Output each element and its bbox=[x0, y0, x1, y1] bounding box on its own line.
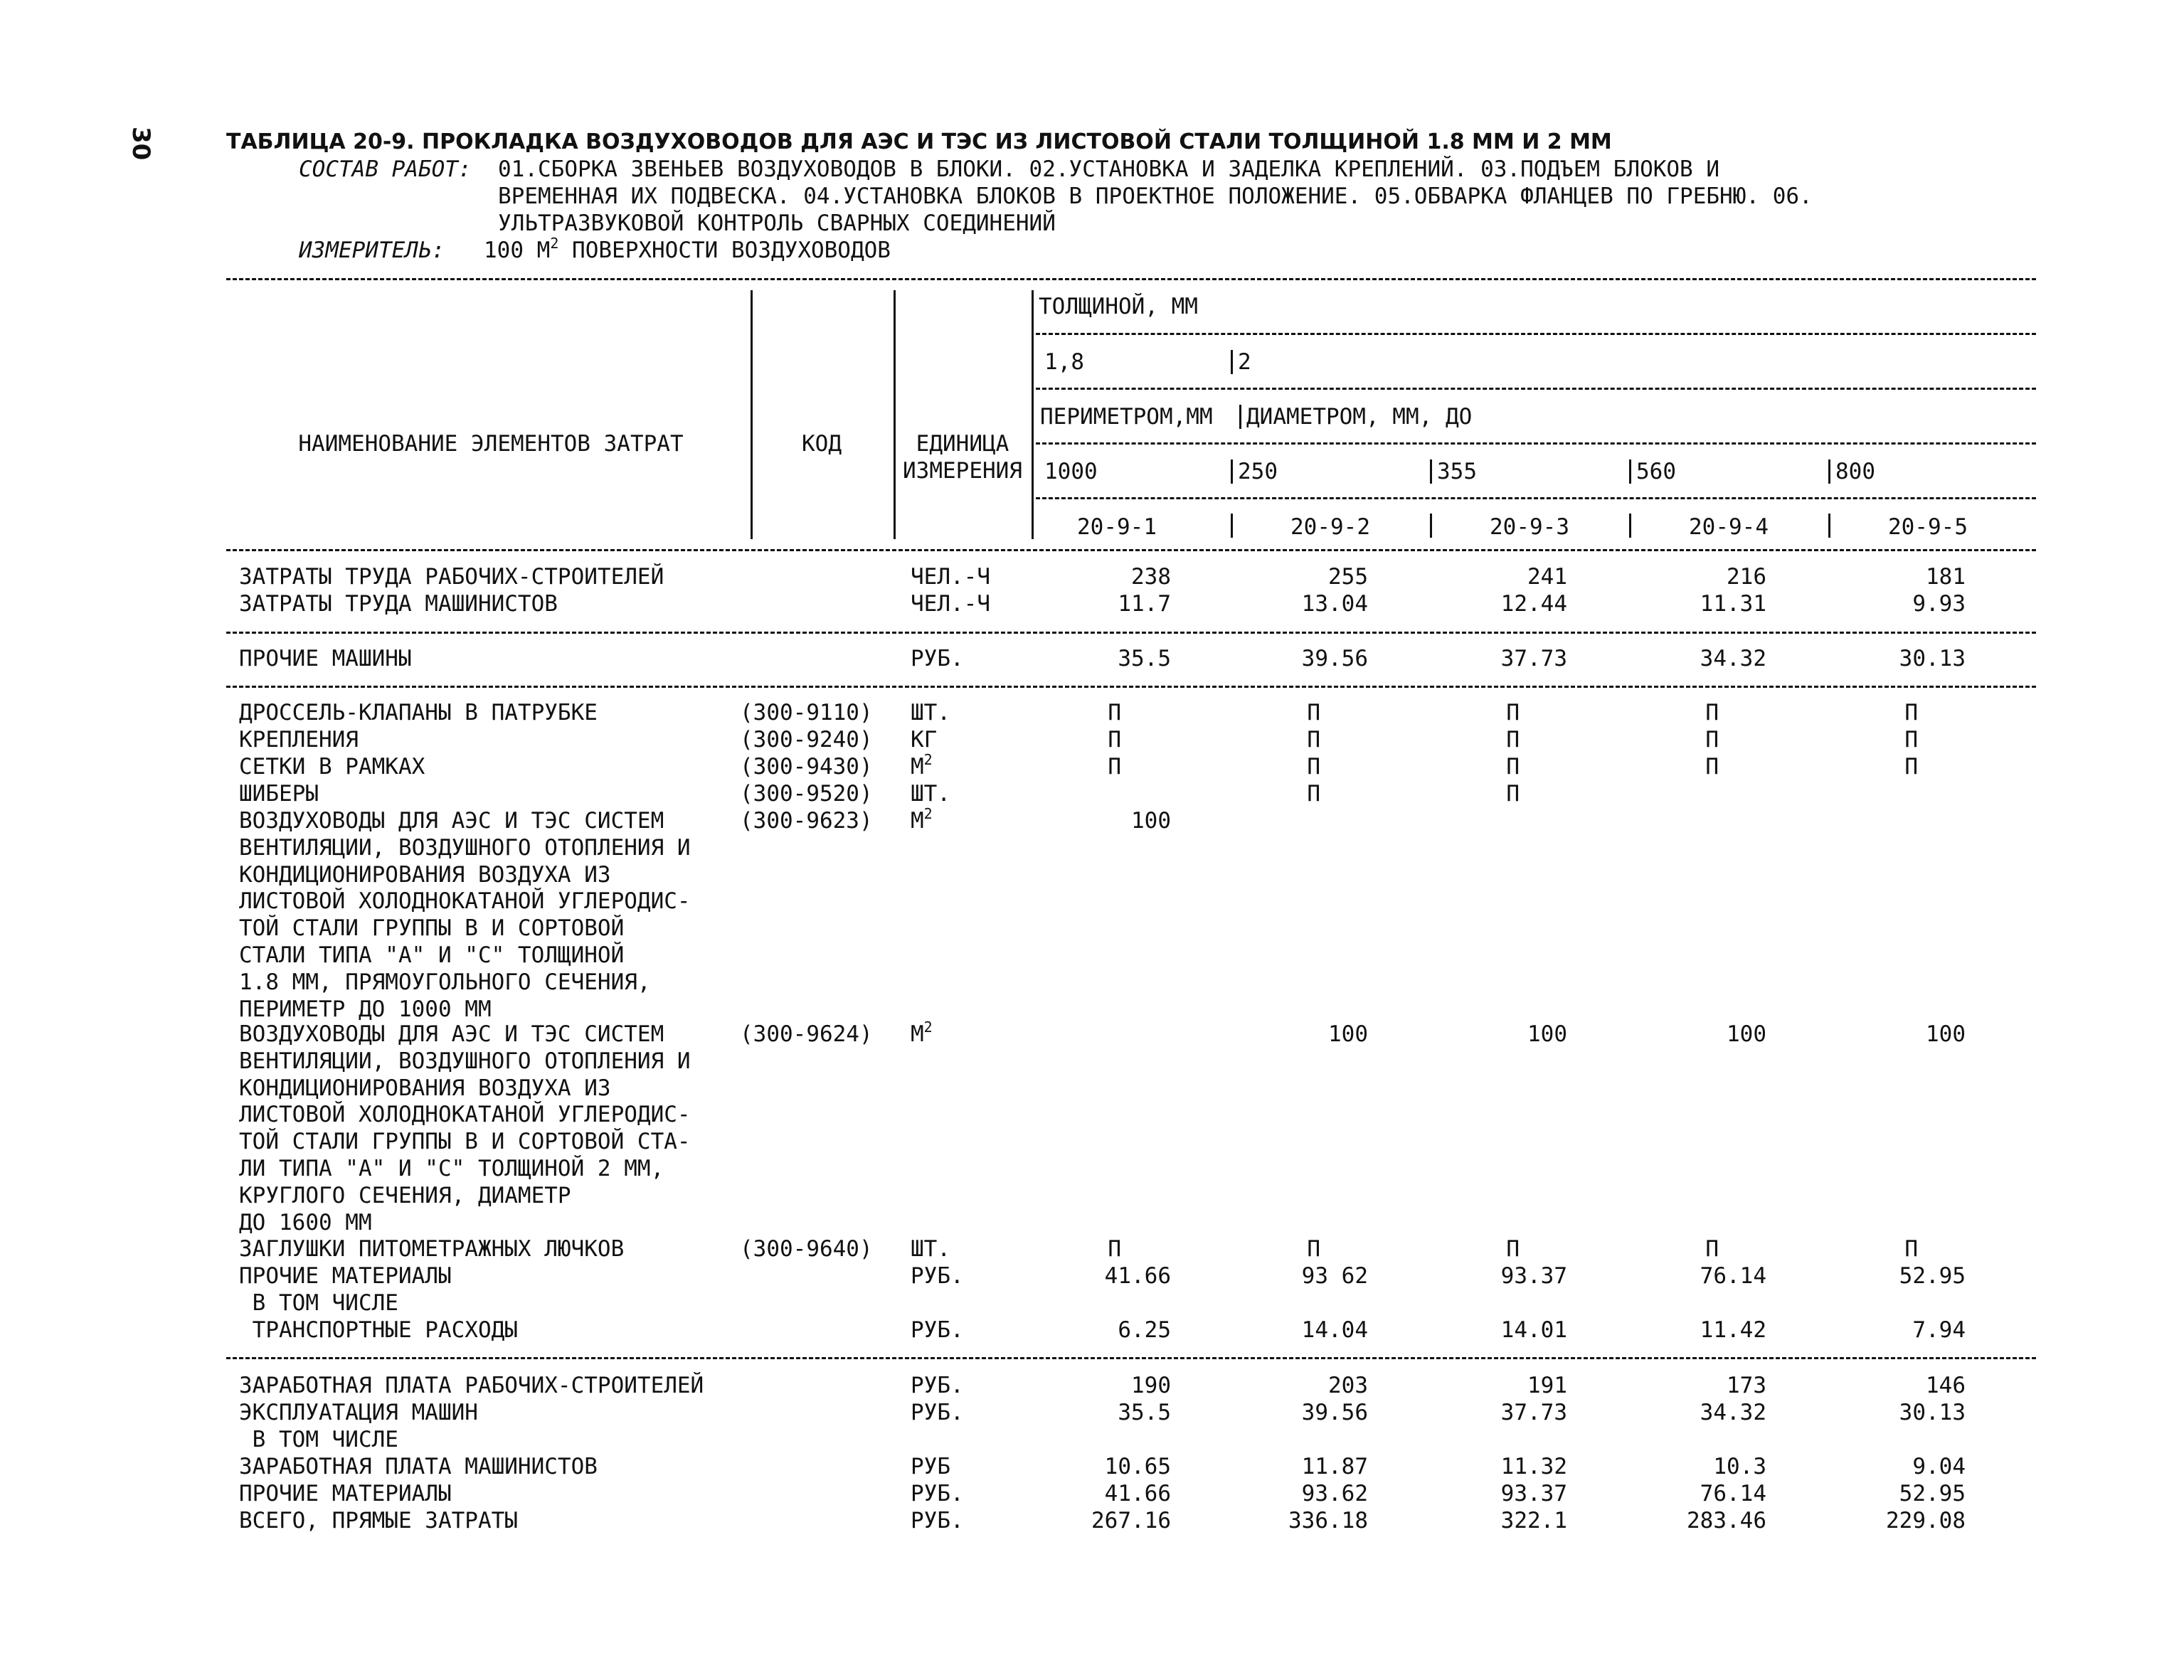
row-value: 76.14 bbox=[1700, 1481, 1766, 1506]
row-value: 34.32 bbox=[1700, 1400, 1766, 1425]
row-value: П bbox=[1904, 754, 1918, 780]
row-label: ВЕНТИЛЯЦИИ, ВОЗДУШНОГО ОТОПЛЕНИЯ И bbox=[239, 1048, 691, 1074]
row-label: ШИБЕРЫ bbox=[239, 781, 319, 807]
col-separator bbox=[1032, 290, 1034, 539]
row-value: П bbox=[1705, 727, 1719, 753]
row-label: КРУГЛОГО СЕЧЕНИЯ, ДИАМЕТР bbox=[239, 1182, 571, 1208]
row-unit: РУБ. bbox=[911, 1481, 964, 1506]
row-value: П bbox=[1705, 1236, 1719, 1262]
composition-line: 01.СБОРКА ЗВЕНЬЕВ ВОЗДУХОВОДОВ В БЛОКИ. 02.УСТАНОВКА И ЗАДЕЛКА КРЕПЛЕНИЙ. 03.ПОДЪЕМ БЛОКОВ И bbox=[498, 156, 1720, 182]
row-label: ВСЕГО, ПРЯМЫЕ ЗАТРАТЫ bbox=[239, 1508, 518, 1533]
row-value: 11.31 bbox=[1700, 591, 1766, 617]
col-separator bbox=[1430, 459, 1432, 484]
row-label: ВОЗДУХОВОДЫ ДЛЯ АЭС И ТЭС СИСТЕМ bbox=[239, 1021, 664, 1047]
row-value: 216 bbox=[1727, 564, 1766, 590]
row-value: 100 bbox=[1527, 1021, 1567, 1047]
row-label: ПРОЧИЕ МАТЕРИАЛЫ bbox=[239, 1481, 452, 1506]
row-value: П bbox=[1307, 754, 1320, 780]
row-label: ЗАТРАТЫ ТРУДА МАШИНИСТОВ bbox=[239, 591, 558, 617]
row-value: П bbox=[1904, 727, 1918, 753]
row-unit: РУБ bbox=[911, 1454, 950, 1479]
row-value: 100 bbox=[1328, 1021, 1368, 1047]
col-separator bbox=[1629, 514, 1631, 538]
unit-header: ИЗМЕРЕНИЯ bbox=[903, 458, 1022, 484]
row-value: 267.16 bbox=[1091, 1508, 1171, 1533]
row-label: СЕТКИ В РАМКАХ bbox=[239, 754, 425, 780]
rule bbox=[226, 632, 2036, 634]
row-value: 322.1 bbox=[1500, 1508, 1567, 1533]
row-unit: $М^2$ bbox=[911, 1019, 933, 1047]
row-value: 93.62 bbox=[1301, 1481, 1368, 1506]
perimeter-label: ПЕРИМЕТРОМ,ММ bbox=[1040, 404, 1213, 430]
row-value: П bbox=[1108, 754, 1121, 780]
row-unit: РУБ. bbox=[911, 646, 964, 671]
rule bbox=[1036, 497, 2036, 499]
row-label: ЛИСТОВОЙ ХОЛОДНОКАТАНОЙ УГЛЕРОДИС- bbox=[239, 1102, 691, 1128]
diameter-label: ДИАМЕТРОМ, ММ, ДО bbox=[1246, 404, 1473, 430]
rule bbox=[226, 686, 2036, 688]
col-separator bbox=[1239, 405, 1241, 429]
row-value: 229.08 bbox=[1886, 1508, 1966, 1533]
row-value: 6.25 bbox=[1118, 1317, 1171, 1343]
page-number: 30 bbox=[127, 127, 155, 161]
size-label: 250 bbox=[1238, 459, 1278, 484]
row-unit: $М^2$ bbox=[911, 805, 933, 834]
col-separator bbox=[1231, 514, 1233, 538]
row-value: 336.18 bbox=[1288, 1508, 1368, 1533]
row-value: П bbox=[1307, 1236, 1320, 1262]
col-separator bbox=[894, 290, 896, 539]
thickness-1-8: 1,8 bbox=[1044, 349, 1084, 375]
size-label: 800 bbox=[1835, 459, 1875, 484]
row-value: 181 bbox=[1926, 564, 1966, 590]
row-value: 10.3 bbox=[1713, 1454, 1766, 1479]
size-label: 355 bbox=[1437, 459, 1477, 484]
row-unit: РУБ. bbox=[911, 1263, 964, 1289]
col-separator bbox=[1629, 459, 1631, 484]
row-value: П bbox=[1108, 1236, 1121, 1262]
row-value: 35.5 bbox=[1118, 1400, 1171, 1425]
row-unit: ЧЕЛ.-Ч bbox=[911, 564, 990, 590]
row-value: 14.04 bbox=[1301, 1317, 1368, 1343]
row-value: 52.95 bbox=[1899, 1263, 1966, 1289]
row-value: 93 62 bbox=[1301, 1263, 1368, 1289]
row-value: 30.13 bbox=[1899, 1400, 1966, 1425]
row-value: 203 bbox=[1328, 1373, 1368, 1398]
row-value: 11.32 bbox=[1500, 1454, 1567, 1479]
row-value: 39.56 bbox=[1301, 646, 1368, 671]
row-value: 100 bbox=[1926, 1021, 1966, 1047]
column-code: 20-9-3 bbox=[1490, 514, 1569, 540]
column-code: 20-9-1 bbox=[1077, 514, 1157, 540]
row-value: 37.73 bbox=[1500, 1400, 1567, 1425]
row-code: (300-9520) bbox=[740, 781, 873, 807]
row-label: ЭКСПЛУАТАЦИЯ МАШИН bbox=[239, 1400, 478, 1425]
row-unit: ЧЕЛ.-Ч bbox=[911, 591, 990, 617]
row-value: 35.5 bbox=[1118, 646, 1171, 671]
row-label: 1.8 ММ, ПРЯМОУГОЛЬНОГО СЕЧЕНИЯ, bbox=[239, 969, 651, 995]
row-value: П bbox=[1506, 781, 1520, 807]
rule bbox=[1036, 388, 2036, 390]
row-value: П bbox=[1904, 700, 1918, 725]
rule bbox=[1036, 333, 2036, 335]
composition-line: УЛЬТРАЗВУКОВОЙ КОНТРОЛЬ СВАРНЫХ СОЕДИНЕНИЙ bbox=[498, 211, 1056, 236]
row-value: 10.65 bbox=[1104, 1454, 1171, 1479]
row-value: 100 bbox=[1131, 808, 1171, 834]
size-label: 560 bbox=[1636, 459, 1676, 484]
row-value: 173 bbox=[1727, 1373, 1766, 1398]
row-value: 76.14 bbox=[1700, 1263, 1766, 1289]
row-value: П bbox=[1307, 781, 1320, 807]
row-value: 52.95 bbox=[1899, 1481, 1966, 1506]
column-code: 20-9-5 bbox=[1888, 514, 1968, 540]
row-label: КРЕПЛЕНИЯ bbox=[239, 727, 359, 753]
row-label: КОНДИЦИОНИРОВАНИЯ ВОЗДУХА ИЗ bbox=[239, 861, 611, 888]
col-separator bbox=[1828, 514, 1830, 538]
row-value: 191 bbox=[1527, 1373, 1567, 1398]
row-unit: РУБ. bbox=[911, 1373, 964, 1398]
table-title: ТАБЛИЦА 20-9. ПРОКЛАДКА ВОЗДУХОВОДОВ ДЛЯ АЭС И ТЭС ИЗ ЛИСТОВОЙ СТАЛИ ТОЛЩИНОЙ 1.8 ММ И 2 ММ bbox=[226, 129, 1612, 154]
row-value: 11.42 bbox=[1700, 1317, 1766, 1343]
column-code: 20-9-4 bbox=[1689, 514, 1769, 540]
thickness-2: 2 bbox=[1238, 349, 1251, 375]
row-label: ПРОЧИЕ МАШИНЫ bbox=[239, 646, 412, 671]
row-value: П bbox=[1904, 1236, 1918, 1262]
row-label: ПЕРИМЕТР ДО 1000 ММ bbox=[239, 996, 492, 1022]
rule bbox=[226, 278, 2036, 280]
size-label: 1000 bbox=[1044, 459, 1098, 484]
unit-header: ЕДИНИЦА bbox=[916, 431, 1009, 457]
row-value: П bbox=[1108, 700, 1121, 725]
thickness-label: ТОЛЩИНОЙ, ММ bbox=[1039, 294, 1198, 319]
row-label: ЗАГЛУШКИ ПИТОМЕТРАЖНЫХ ЛЮЧКОВ bbox=[239, 1236, 625, 1262]
row-value: 7.94 bbox=[1912, 1317, 1966, 1343]
row-value: П bbox=[1108, 727, 1121, 753]
row-value: П bbox=[1705, 754, 1719, 780]
row-value: П bbox=[1506, 754, 1520, 780]
row-value: 37.73 bbox=[1500, 646, 1567, 671]
row-value: 9.04 bbox=[1912, 1454, 1966, 1479]
row-value: П bbox=[1705, 700, 1719, 725]
row-value: П bbox=[1506, 727, 1520, 753]
row-unit: ШТ. bbox=[911, 1236, 950, 1262]
col-separator bbox=[751, 290, 753, 539]
row-code: (300-9240) bbox=[740, 727, 873, 753]
row-value: П bbox=[1506, 1236, 1520, 1262]
row-unit: ШТ. bbox=[911, 781, 950, 807]
row-value: 100 bbox=[1727, 1021, 1766, 1047]
row-value: П bbox=[1307, 727, 1320, 753]
row-label: ЗАРАБОТНАЯ ПЛАТА РАБОЧИХ-СТРОИТЕЛЕЙ bbox=[239, 1373, 704, 1398]
row-value: П bbox=[1506, 700, 1520, 725]
code-header: КОД bbox=[802, 431, 842, 457]
col-separator bbox=[1430, 514, 1432, 538]
row-label: ЗАРАБОТНАЯ ПЛАТА МАШИНИСТОВ bbox=[239, 1454, 598, 1479]
row-unit: РУБ. bbox=[911, 1400, 964, 1425]
row-value: 146 bbox=[1926, 1373, 1966, 1398]
row-label: ТОЙ СТАЛИ ГРУППЫ В И СОРТОВОЙ bbox=[239, 915, 625, 942]
row-value: П bbox=[1307, 700, 1320, 725]
col-separator bbox=[1231, 350, 1233, 374]
row-value: 283.46 bbox=[1687, 1508, 1766, 1533]
row-label: ВЕНТИЛЯЦИИ, ВОЗДУШНОГО ОТОПЛЕНИЯ И bbox=[239, 834, 691, 861]
row-value: 241 bbox=[1527, 564, 1567, 590]
rule bbox=[1036, 442, 2036, 445]
row-label: ПРОЧИЕ МАТЕРИАЛЫ bbox=[239, 1263, 452, 1289]
row-code: (300-9110) bbox=[740, 700, 873, 725]
row-label: ДРОССЕЛЬ-КЛАПАНЫ В ПАТРУБКЕ bbox=[239, 700, 598, 725]
row-unit: КГ bbox=[911, 727, 938, 753]
row-label: В ТОМ ЧИСЛЕ bbox=[239, 1427, 398, 1452]
row-label: ВОЗДУХОВОДЫ ДЛЯ АЭС И ТЭС СИСТЕМ bbox=[239, 808, 664, 834]
rule bbox=[226, 1357, 2036, 1359]
row-value: 30.13 bbox=[1899, 646, 1966, 671]
row-label: ЛИ ТИПА "А" И "С" ТОЛЩИНОЙ 2 ММ, bbox=[239, 1156, 664, 1181]
composition-label: СОСТАВ РАБОТ: bbox=[299, 156, 472, 182]
row-unit: РУБ. bbox=[911, 1508, 964, 1533]
row-value: 9.93 bbox=[1912, 591, 1966, 617]
row-label: СТАЛИ ТИПА "А" И "С" ТОЛЩИНОЙ bbox=[239, 942, 625, 968]
name-header: НАИМЕНОВАНИЕ ЭЛЕМЕНТОВ ЗАТРАТ bbox=[298, 431, 684, 457]
row-label: ДО 1600 ММ bbox=[239, 1209, 372, 1235]
row-value: 14.01 bbox=[1500, 1317, 1567, 1343]
row-value: 13.04 bbox=[1301, 591, 1368, 617]
row-unit: РУБ. bbox=[911, 1317, 964, 1343]
row-value: 41.66 bbox=[1104, 1263, 1171, 1289]
row-label: ЗАТРАТЫ ТРУДА РАБОЧИХ-СТРОИТЕЛЕЙ bbox=[239, 564, 664, 590]
col-separator bbox=[1828, 459, 1830, 484]
row-value: 93.37 bbox=[1500, 1263, 1567, 1289]
composition-line: ВРЕМЕННАЯ ИХ ПОДВЕСКА. 04.УСТАНОВКА БЛОКОВ В ПРОЕКТНОЕ ПОЛОЖЕНИЕ. 05.ОБВАРКА ФЛАНЦЕВ ПО ГРЕБНЮ. 06. bbox=[498, 184, 1813, 209]
row-value: 12.44 bbox=[1500, 591, 1567, 617]
row-label: В ТОМ ЧИСЛЕ bbox=[239, 1290, 398, 1316]
row-value: 190 bbox=[1131, 1373, 1171, 1398]
row-value: 11.87 bbox=[1301, 1454, 1368, 1479]
row-code: (300-9624) bbox=[740, 1021, 873, 1047]
measure-value: 100 $М^2$ ПОВЕРХНОСТИ ВОЗДУХОВОДОВ bbox=[484, 235, 891, 263]
row-label: ТРАНСПОРТНЫЕ РАСХОДЫ bbox=[239, 1317, 518, 1343]
row-value: 11.7 bbox=[1118, 591, 1171, 617]
row-value: 255 bbox=[1328, 564, 1368, 590]
col-separator bbox=[1231, 459, 1233, 484]
row-unit: $М^2$ bbox=[911, 751, 933, 780]
row-label: ЛИСТОВОЙ ХОЛОДНОКАТАНОЙ УГЛЕРОДИС- bbox=[239, 888, 691, 915]
rule bbox=[226, 549, 2036, 551]
column-code: 20-9-2 bbox=[1290, 514, 1370, 540]
row-unit: ШТ. bbox=[911, 700, 950, 725]
row-value: 39.56 bbox=[1301, 1400, 1368, 1425]
row-code: (300-9430) bbox=[740, 754, 873, 780]
row-value: 238 bbox=[1131, 564, 1171, 590]
row-label: ТОЙ СТАЛИ ГРУППЫ В И СОРТОВОЙ СТА- bbox=[239, 1129, 691, 1155]
row-value: 41.66 bbox=[1104, 1481, 1171, 1506]
row-value: 93.37 bbox=[1500, 1481, 1567, 1506]
row-code: (300-9640) bbox=[740, 1236, 873, 1262]
row-value: 34.32 bbox=[1700, 646, 1766, 671]
measure-label: ИЗМЕРИТЕЛЬ: bbox=[299, 238, 445, 263]
row-label: КОНДИЦИОНИРОВАНИЯ ВОЗДУХА ИЗ bbox=[239, 1075, 611, 1101]
row-code: (300-9623) bbox=[740, 808, 873, 834]
